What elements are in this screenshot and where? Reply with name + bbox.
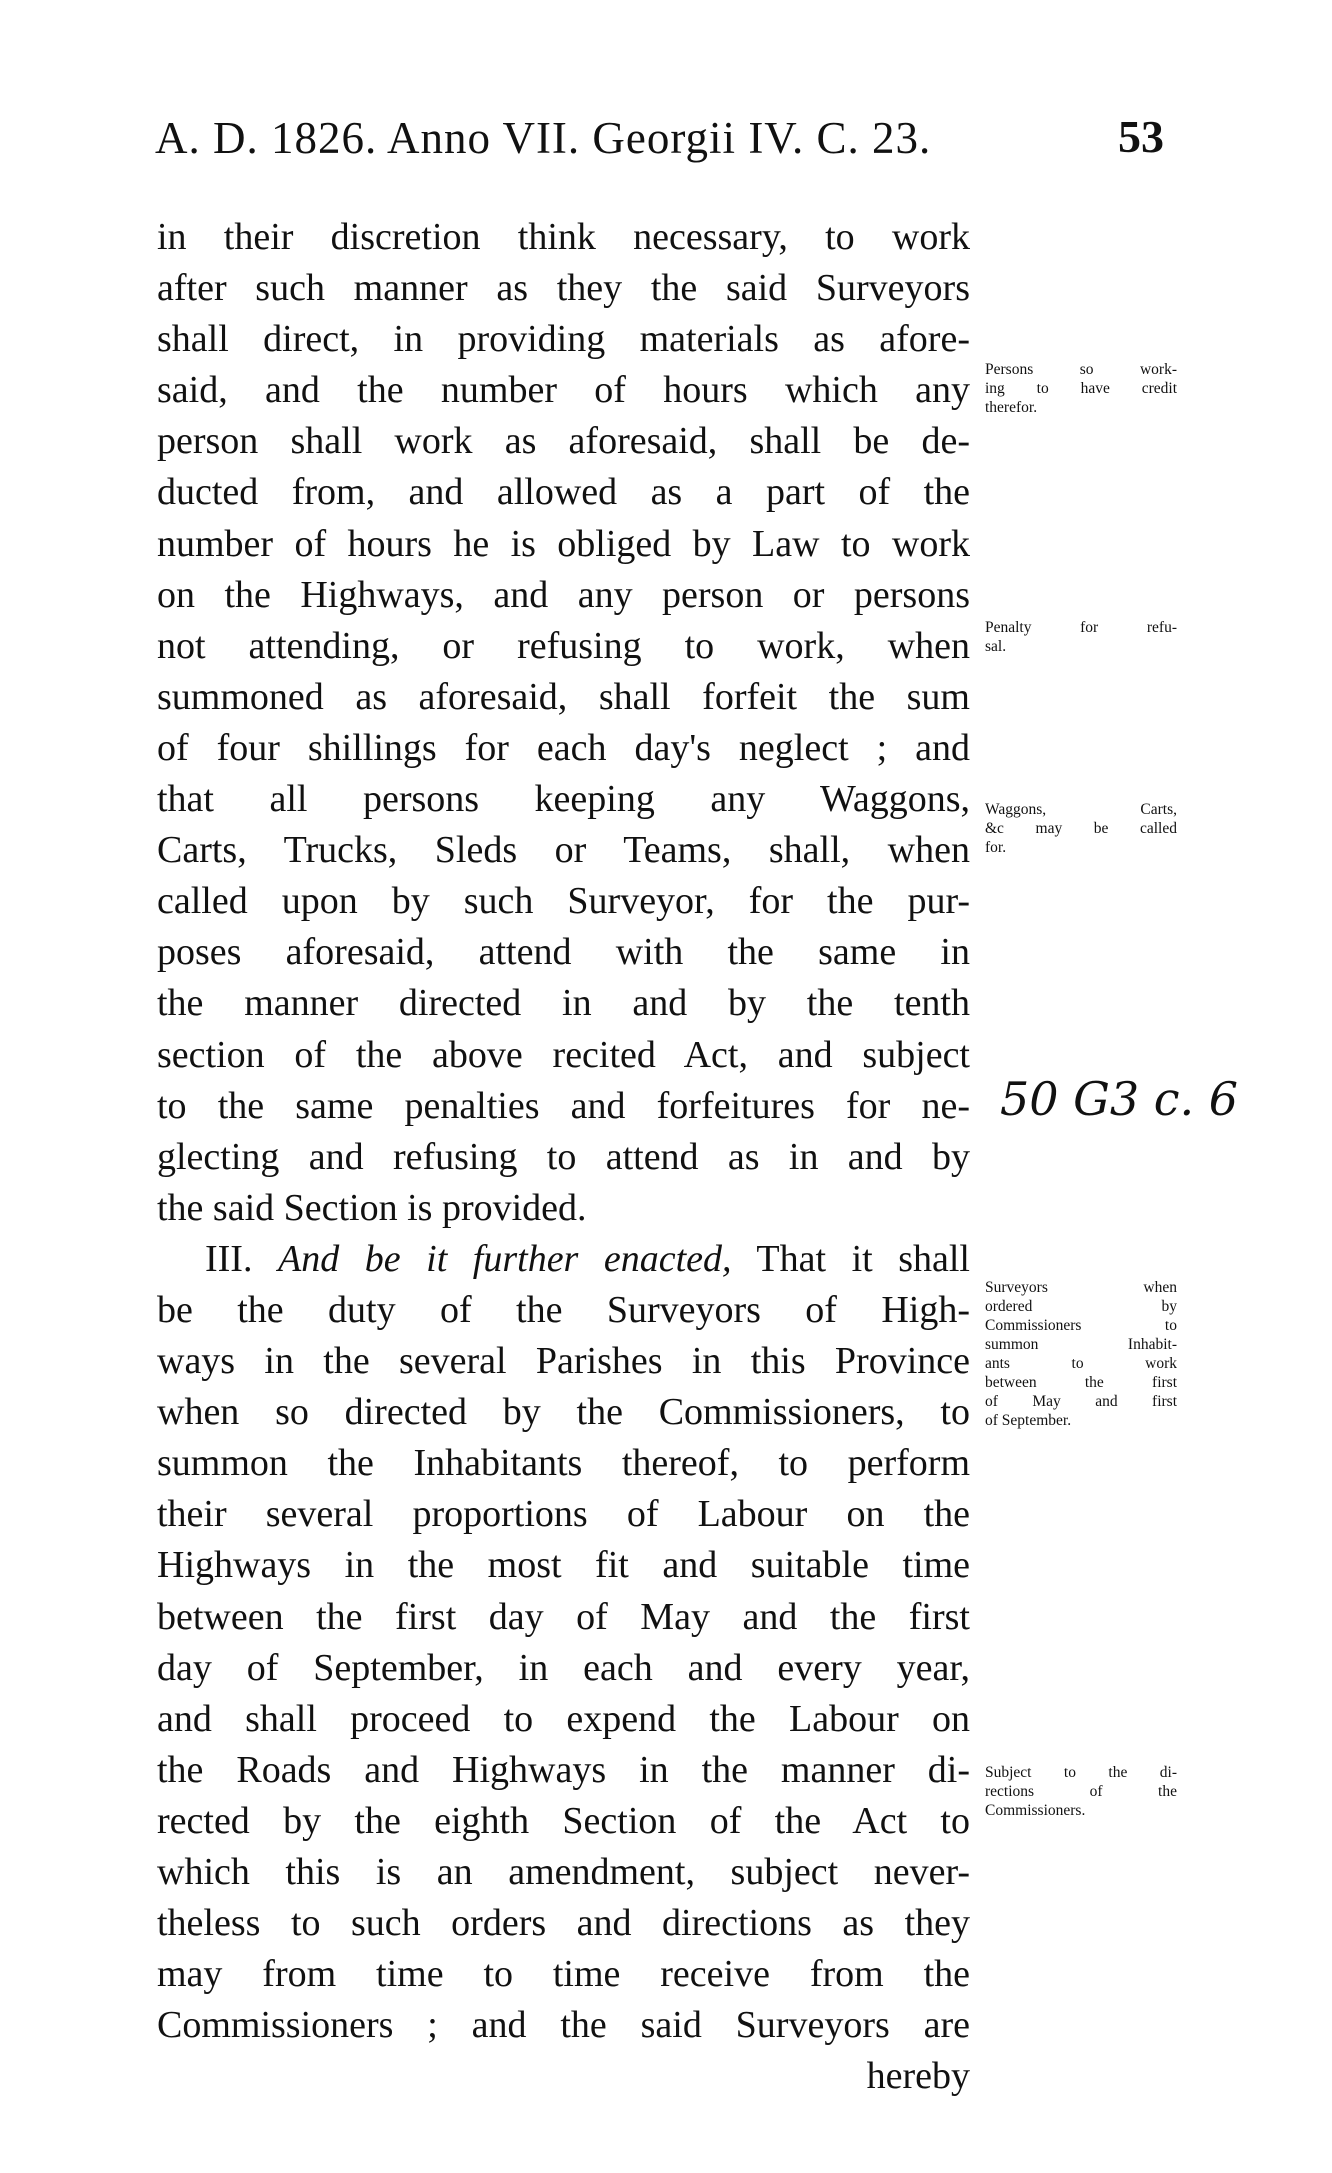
- marginal-note-line: Commissioners.: [985, 1802, 1086, 1819]
- text-line: ducted from, and allowed as a part of the: [157, 471, 970, 514]
- text-line: their several proportions of Labour on the: [157, 1493, 970, 1536]
- text-line: that all persons keeping any Waggons,: [157, 778, 970, 821]
- handwritten-annotation: 50 G3 c. 6: [1000, 1072, 1239, 1126]
- text-line: theless to such orders and directions as they: [157, 1902, 970, 1945]
- text-line: section of the above recited Act, and subject: [157, 1033, 970, 1076]
- marginal-note-penalty: [985, 618, 1177, 656]
- text-line: Commissioners ; and the said Surveyors are: [157, 2004, 970, 2047]
- marginal-note-line: Subject to the di-: [985, 1764, 1177, 1781]
- marginal-note-line: Penalty for refu-: [985, 619, 1177, 636]
- page-number: 53: [1118, 111, 1164, 162]
- text-line: person shall work as aforesaid, shall be de-: [157, 420, 970, 463]
- marginal-note-line: between the first: [985, 1374, 1177, 1391]
- text-line: day of September, in each and every year,: [157, 1646, 970, 1689]
- marginal-note-line: summon Inhabit-: [985, 1336, 1177, 1353]
- text-line: glecting and refusing to attend as in and by: [157, 1135, 970, 1178]
- text-line: and shall proceed to expend the Labour on: [157, 1697, 970, 1740]
- marginal-note-line: therefor.: [985, 399, 1038, 416]
- text-line: said, and the number of hours which any: [157, 369, 970, 412]
- text-line: may from time to time receive from the: [157, 1953, 970, 1996]
- body-text: [157, 212, 970, 2102]
- marginal-note-line: ants to work: [985, 1355, 1177, 1372]
- text-line: which this is an amendment, subject never-: [157, 1851, 970, 1893]
- marginal-note-line: Surveyors when: [985, 1279, 1177, 1296]
- marginal-note-line: Persons so work-: [985, 361, 1177, 378]
- text-line: after such manner as they the said Surveyors: [157, 267, 970, 310]
- marginal-note-surveyors: [985, 1278, 1177, 1430]
- text-line: to the same penalties and forfeitures for ne-: [157, 1084, 970, 1127]
- text-line: in their discretion think necessary, to work: [157, 216, 970, 258]
- section-numeral: III.: [205, 1237, 253, 1280]
- marginal-note-line: Commissioners to: [985, 1317, 1177, 1334]
- marginal-note-line: sal.: [985, 638, 1007, 655]
- text-line: Highways in the most fit and suitable time: [157, 1544, 970, 1587]
- marginal-note-line: ordered by: [985, 1298, 1177, 1315]
- text-line: the manner directed in and by the tenth: [157, 982, 970, 1025]
- text-line: not attending, or refusing to work, when: [157, 624, 970, 667]
- text-line: shall direct, in providing materials as afore-: [157, 318, 970, 361]
- marginal-note-line: ing to have credit: [985, 380, 1177, 397]
- text-line: when so directed by the Commissioners, to: [157, 1391, 970, 1434]
- marginal-note-line: of May and first: [985, 1393, 1177, 1410]
- text-line: of four shillings for each day's neglect ; and: [157, 726, 970, 769]
- text-line: summon the Inhabitants thereof, to perform: [157, 1442, 970, 1485]
- section-iii-heading-line: [157, 1234, 970, 1285]
- text-line: the said Section is provided.: [157, 1186, 587, 1229]
- marginal-note-line: of September.: [985, 1412, 1072, 1429]
- text-line: be the duty of the Surveyors of High-: [157, 1288, 970, 1331]
- text-line: rected by the eighth Section of the Act to: [157, 1799, 970, 1842]
- marginal-note-line: rections of the: [985, 1783, 1177, 1800]
- marginal-note-line: Waggons, Carts,: [985, 801, 1177, 818]
- section-first-line-text: That it shall: [756, 1237, 970, 1280]
- marginal-note-line: &c may be called: [985, 820, 1177, 837]
- text-line: between the first day of May and the first: [157, 1595, 970, 1638]
- marginal-note-line: for.: [985, 839, 1007, 856]
- text-line: Carts, Trucks, Sleds or Teams, shall, when: [157, 829, 970, 872]
- text-line: ways in the several Parishes in this Province: [157, 1340, 970, 1383]
- text-line: on the Highways, and any person or persons: [157, 573, 970, 616]
- marginal-note-persons-working: [985, 360, 1177, 417]
- marginal-note-subject: [985, 1763, 1177, 1820]
- text-line: poses aforesaid, attend with the same in: [157, 931, 970, 974]
- running-header: A. D. 1826. Anno VII. Georgii IV. C. 23.: [155, 113, 932, 163]
- text-line: the Roads and Highways in the manner di-: [157, 1748, 970, 1791]
- text-line: summoned as aforesaid, shall forfeit the sum: [157, 675, 970, 718]
- text-line: called upon by such Surveyor, for the pur-: [157, 880, 970, 923]
- marginal-note-waggons: [985, 800, 1177, 857]
- text-line: number of hours he is obliged by Law to work: [157, 522, 970, 565]
- enacting-clause: And be it further enacted,: [278, 1237, 732, 1280]
- catchword: hereby: [866, 2055, 970, 2098]
